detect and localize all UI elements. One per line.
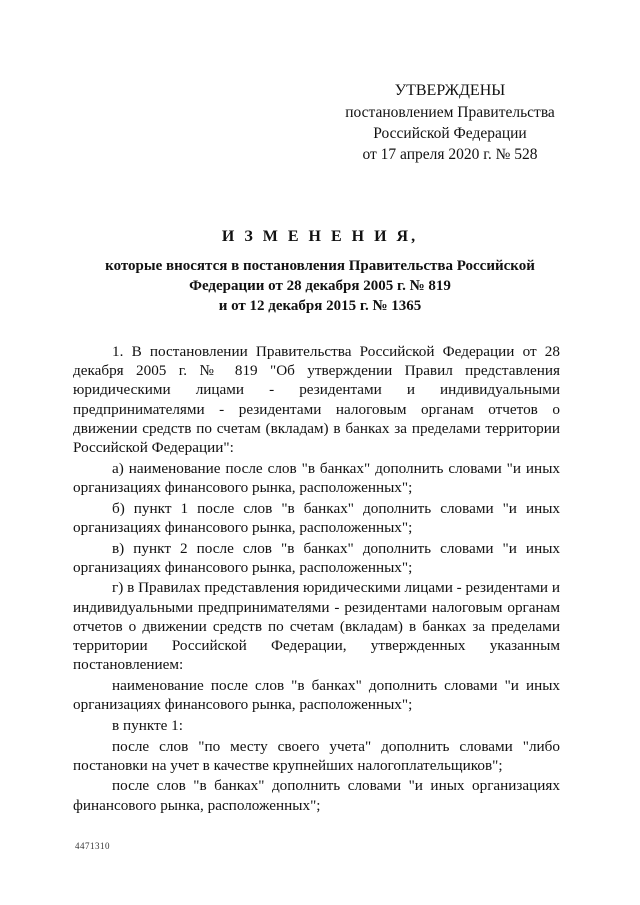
- paragraph-v: в) пункт 2 после слов "в банках" дополнить словами "и иных организациях финансового рынка, расположенных";: [73, 539, 560, 576]
- subtitle-line-1: которые вносятся в постановления Правительства Российской: [105, 258, 535, 274]
- subtitle-line-3: и от 12 декабря 2015 г. № 1365: [218, 298, 422, 314]
- paragraph-g: г) в Правилах представления юридическими лицами - резидентами и индивидуальными предпринимателями - резидентами налоговым органам отчетов о движении средств по счетам (вкладам) в банках за пределами территории Российской Федерации, утвержденных указанным постановлением:: [73, 579, 560, 674]
- paragraph-1: 1. В постановлении Правительства Российской Федерации от 28 декабря 2005 г. № 819 "Об утверждении Правил представления юридическими лицами - резидентами и индивидуальными предпринимателями - резидентами налоговым органам отчетов о движении средств по счетам (вкладам) в банках за пределами территории Российской Федерации":: [73, 343, 560, 457]
- approval-line-1: постановлением Правительства: [345, 104, 555, 121]
- paragraph-title-change: наименование после слов "в банках" дополнить словами "и иных организациях финансового рынка, расположенных";: [73, 676, 560, 714]
- footer-document-code: 4471310: [75, 841, 110, 851]
- subtitle-line-2: Федерации от 28 декабря 2005 г. № 819: [189, 278, 451, 294]
- approval-line-3: от 17 апреля 2020 г. № 528: [362, 146, 538, 163]
- approval-block: [330, 80, 570, 165]
- document-title: И З М Е Н Е Н И Я,: [221, 228, 419, 245]
- document-subtitle: [60, 256, 580, 316]
- paragraph-point-1-b: после слов "в банках" дополнить словами "и иных организациях финансового рынка, расположенных";: [73, 777, 560, 814]
- paragraph-a: а) наименование после слов "в банках" дополнить словами "и иных организациях финансового рынка, расположенных";: [73, 459, 560, 496]
- paragraph-b: б) пункт 1 после слов "в банках" дополнить словами "и иных организациях финансового рынка, расположенных";: [73, 499, 560, 536]
- paragraph-point-1-intro: в пункте 1:: [112, 716, 183, 734]
- document-body: [73, 342, 560, 816]
- paragraph-point-1-a: после слов "по месту своего учета" дополнить словами "либо постановки на учет в качестве крупнейших налогоплательщиков";: [73, 737, 560, 774]
- approval-line-2: Российской Федерации: [373, 125, 527, 142]
- approval-title: УТВЕРЖДЕНЫ: [394, 82, 506, 99]
